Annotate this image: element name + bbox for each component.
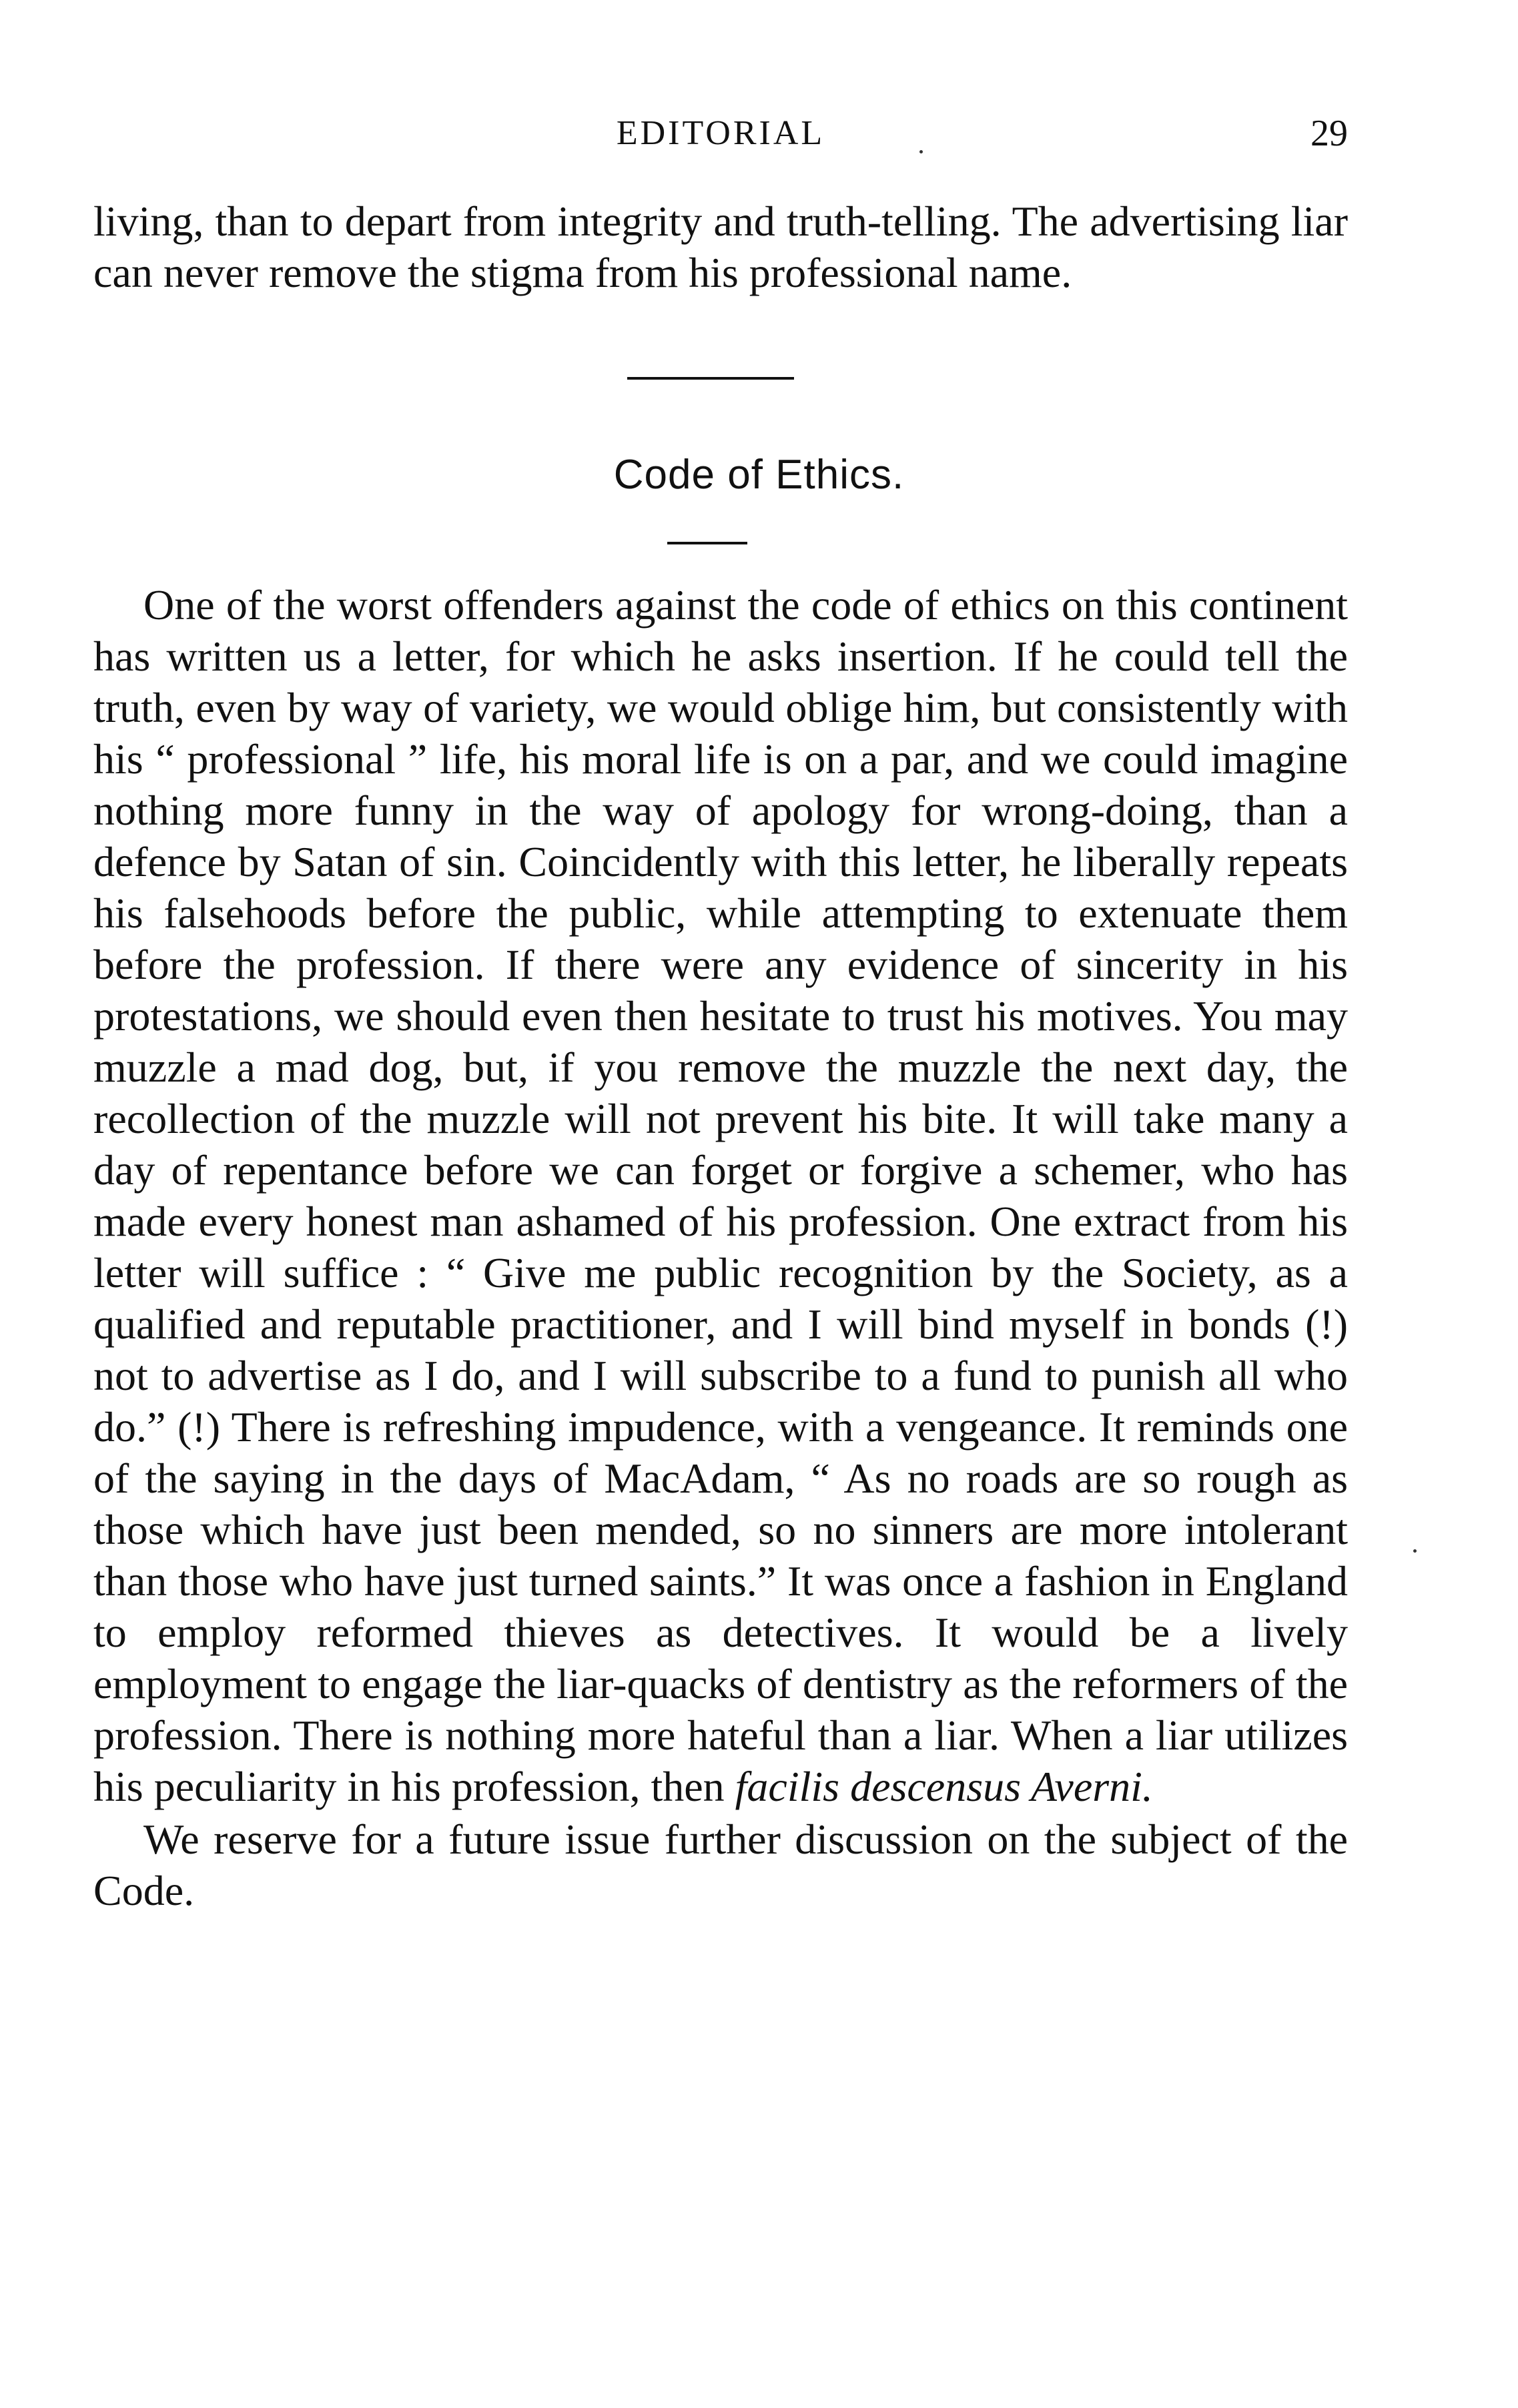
continued-paragraph	[93, 195, 1348, 298]
body-paragraph: We reserve for a future issue further discussion on the subject of the Code.	[93, 1816, 1348, 1914]
section-heading: Code of Ethics.	[613, 452, 905, 498]
print-speck	[919, 150, 923, 153]
heading-underline-rule	[667, 542, 747, 544]
print-speck	[1413, 1549, 1417, 1553]
article-body	[93, 579, 1348, 1916]
latin-phrase: facilis descensus Averni.	[735, 1763, 1153, 1810]
running-title: EDITORIAL	[616, 114, 825, 152]
running-head	[93, 107, 1348, 160]
continued-paragraph-text: living, than to depart from integrity and truth-telling. The advertising liar can never remove the stigma from his professional name.	[93, 197, 1348, 296]
page-number: 29	[1310, 113, 1348, 154]
body-paragraph	[93, 579, 1348, 1812]
section-divider-rule	[627, 377, 794, 380]
body-paragraph-text: One of the worst offenders against the code of ethics on this continent has written us a letter, for which he asks insertion. If he could tell the truth, even by way of variety, we would oblige him, but consistently with his “ professional ” life, his moral life is on a par, and we could imagine nothing more funny in the way of apology for wrong-doing, than a defence by Satan of sin. Coincidently with this letter, he liberally repeats his falsehoods before the public, while attempting to extenuate them before the profession. If there were any evidence of sincerity in his protestations, we should even then hesitate to trust his motives. You may muzzle a mad dog, but, if you remove the muzzle the next day, the recollection of the muzzle will not prevent his bite. It will take many a day of repentance before we can forget or forgive a schemer, who has made every honest man ashamed of his profession. One extract from his letter will suffice : “ Give me public recognition by the Society, as a qualified and reputable practitioner, and I will bind myself in bonds (!) not to advertise as I do, and I will subscribe to a fund to punish all who do.” (!) There is refreshing impudence, with a vengeance. It reminds one of the saying in the days of MacAdam, “ As no roads are so rough as those which have just been mended, so no sinners are more intolerant than those who have just turned saints.” It was once a fashion in England to employ reformed thieves as detectives. It would be a lively employment to engage the liar-quacks of dentistry as the reformers of the profession. There is nothing more hateful than a liar. When a liar utilizes his peculiarity in his profession, then	[93, 581, 1348, 1810]
